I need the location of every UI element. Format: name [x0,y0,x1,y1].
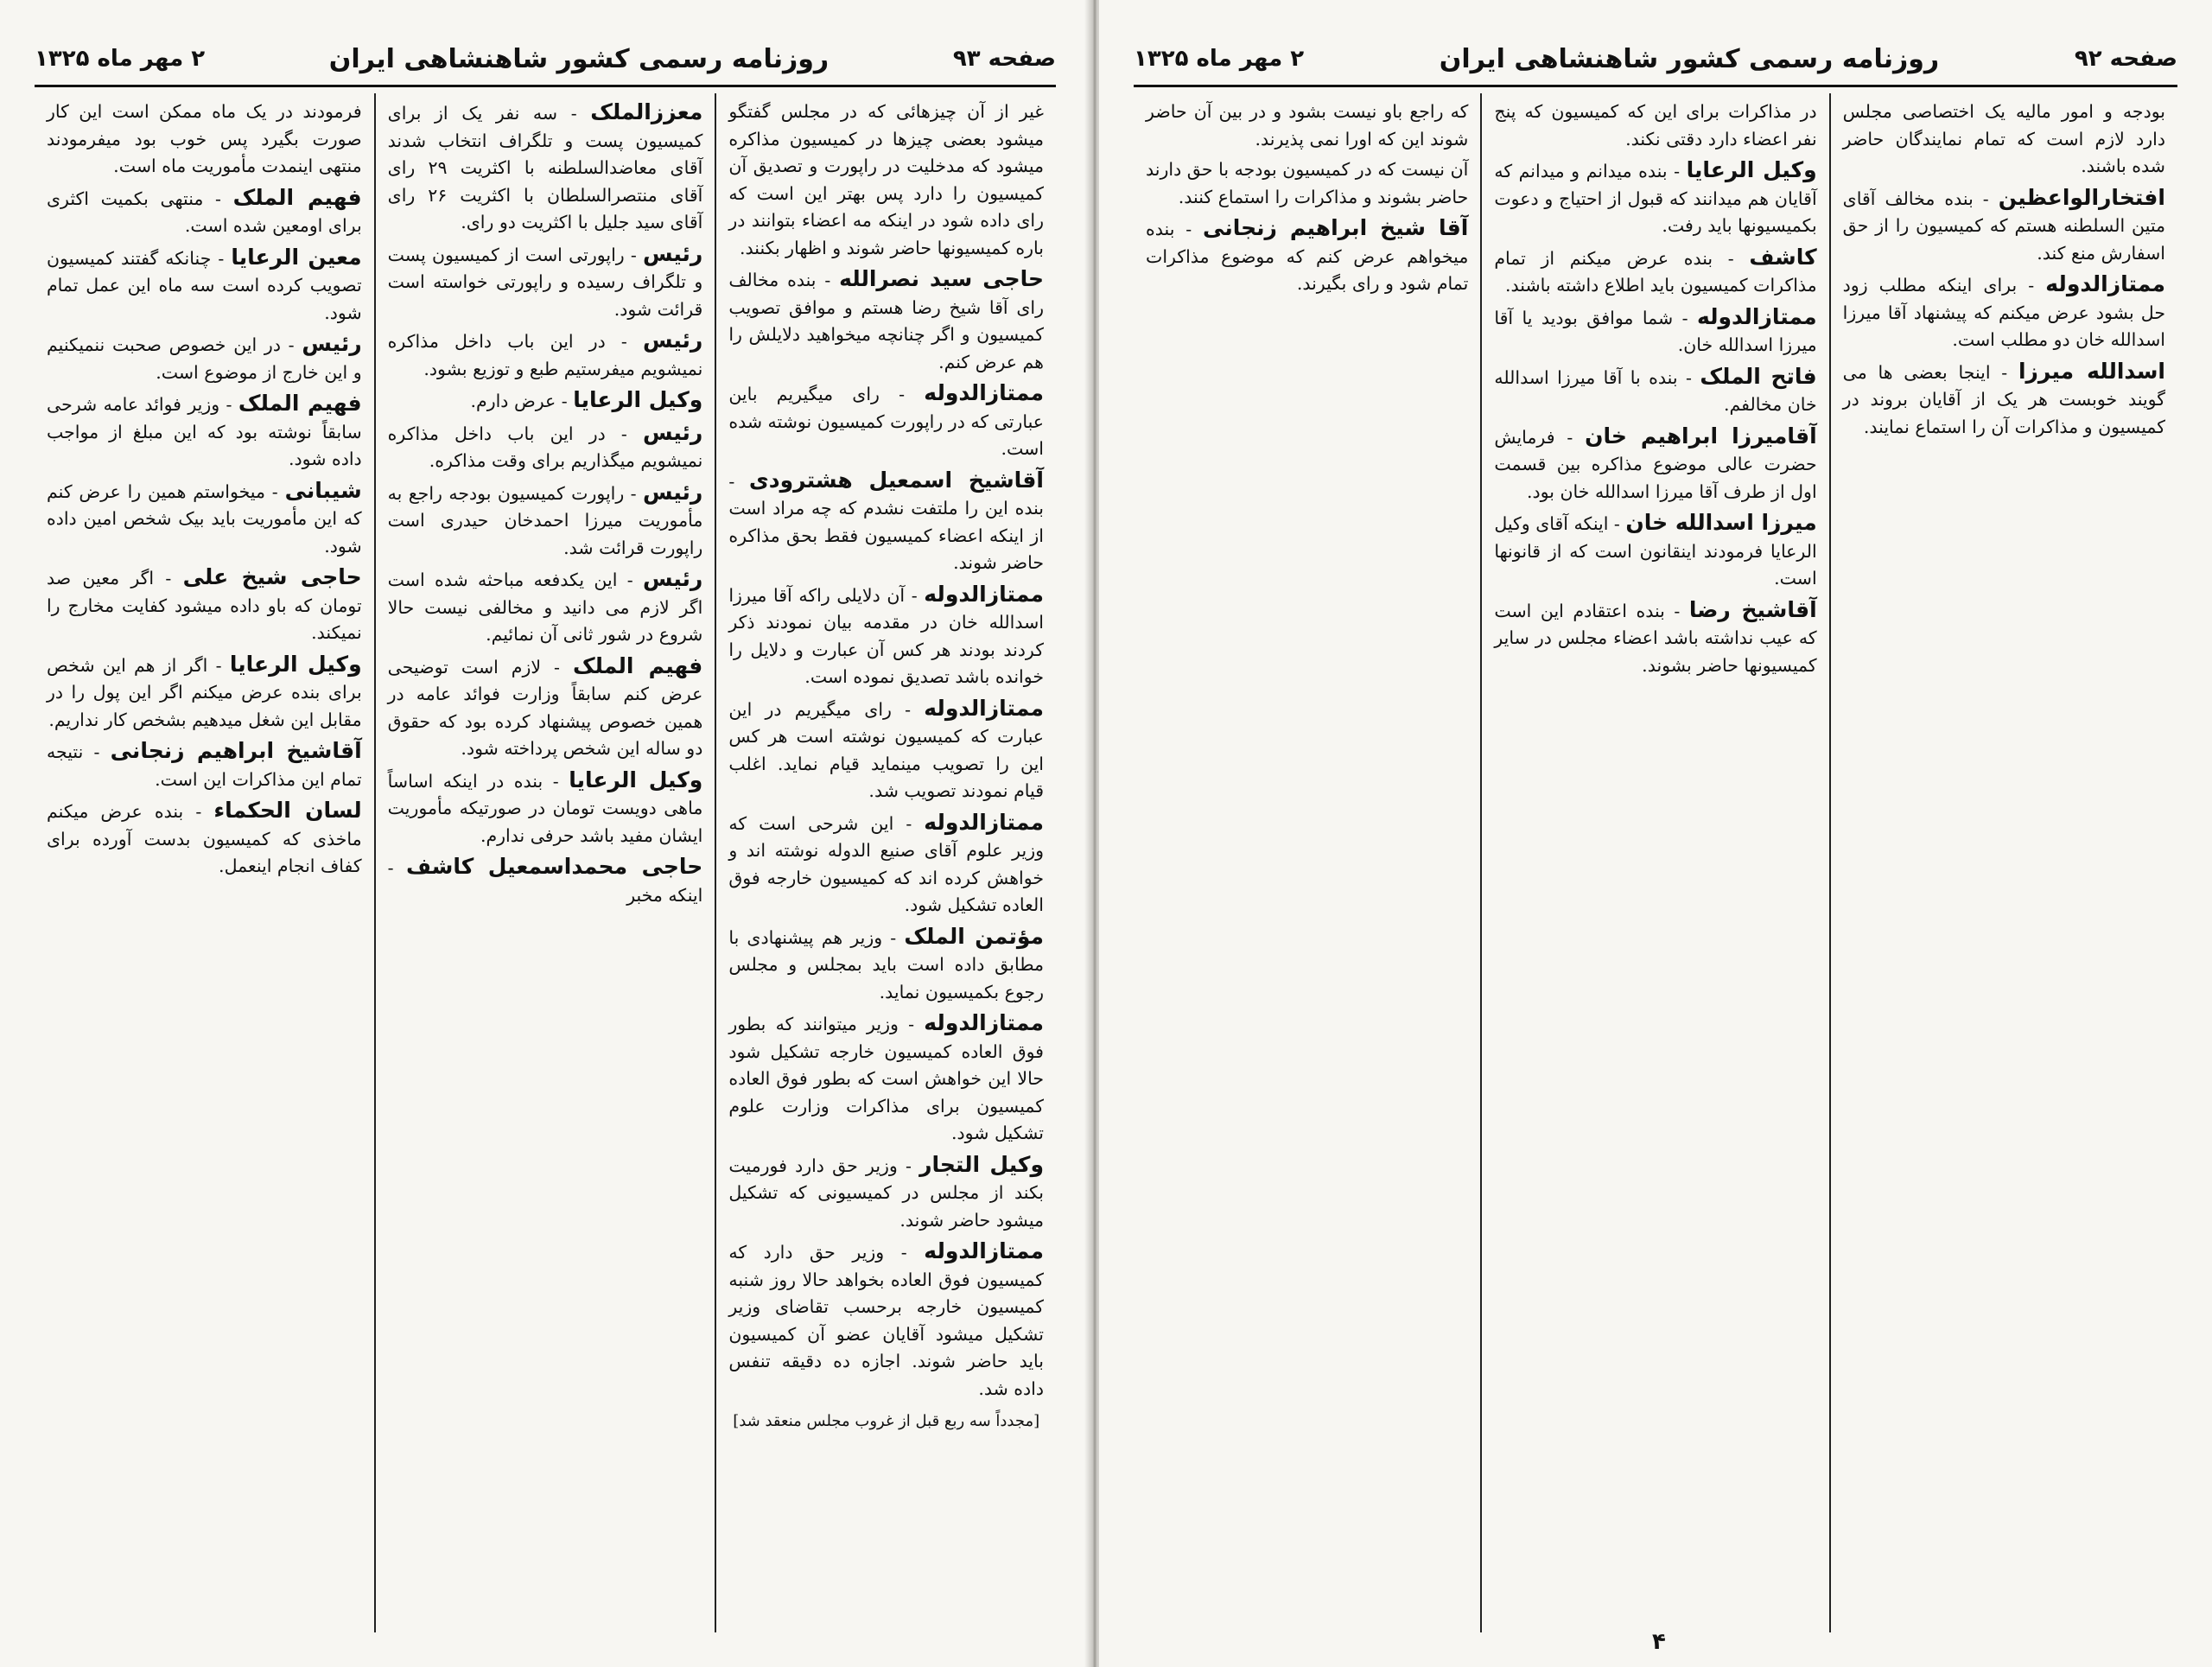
article-column [1134,93,1480,1632]
paragraph [728,1238,1044,1403]
paragraph-text: - بنده میخواهم عرض کنم که موضوع مذاکرات تمام شود و رای بگیرند. [1146,219,1469,294]
paragraph [728,99,1044,262]
paragraph-text: - نتیجه تمام این مذاکرات این است. [46,741,362,790]
paragraph-text: - برای اینکه مطلب زود حل بشود عرض میکنم که پیشنهاد آقا میرزا اسدالله خان دو مطلب است. [1842,275,2165,350]
speaker-name: وکیل الرعایا [569,767,703,792]
right-page-title: روزنامه رسمی کشور شاهنشاهی ایران [1439,43,1940,74]
speaker-name: میرزا اسدالله خان [1625,510,1817,535]
paragraph [388,99,703,237]
paragraph-text: - بنده با آقا میرزا اسدالله خان مخالفم. [1494,366,1817,415]
speaker-name: وکیل التجار [919,1151,1044,1177]
left-page-header [35,36,1056,81]
paragraph [728,581,1044,691]
article-column [35,93,374,1632]
paragraph-text: - منتهی بکمیت اکثری برای اومعین شده است. [46,188,362,236]
paragraph-text: - در این باب داخل مذاکره نمیشویم میگذاریم برای وقت مذاکره. [387,423,703,471]
paragraph [1494,596,1816,680]
paragraph-text: - این شرحی است که وزیر علوم آقای صنیع الدوله نوشته اند و خواهش کرده اند که کمیسیون خارجه فوق العاده تشکیل شود. [728,812,1044,915]
paragraph-text: - در این باب داخل مذاکره نمیشویم میفرستیم طبع و توزیع بشود. [387,331,703,379]
paragraph [728,1009,1044,1148]
right-page [1099,0,2212,1667]
speaker-name: لسان الحکماء [213,798,362,823]
paragraph [47,99,362,181]
paragraph-text: - چنانکه گفتند کمیسیون تصویب کرده است سه ماه این عمل تمام شود. [46,247,362,323]
paragraph-text: که راجع باو نیست بشود و در بین آن حاضر شوند این که اورا نمی پذیرند. [1146,101,1469,150]
speaker-name: رئیس [642,479,703,505]
paragraph-text: - این یکدفعه مباحثه شده است اگر لازم می دانید و مخالفی نیست حالا شروع در شور ثانی آن نمائیم. [387,569,703,645]
paragraph-text: - بنده مخالف آقای متین السلطنه هستم که کمیسیون را از حق اسفارش منع کند. [1842,188,2165,264]
paragraph-text: - راپورت کمیسیون بودجه راجع به مأموریت میرزا احمدخان حیدری است راپورت قرائت شد. [387,482,703,558]
paragraph [47,797,362,881]
paragraph-text: - فرمایش حضرت عالی موضوع مذاکره بین قسمت اول از طرف آقا میرزا اسدالله خان بود. [1494,426,1817,502]
paragraph-text: - وزیر حق دارد فورمیت بکند از مجلس در کمیسیونی که تشکیل میشود حاضر شوند. [728,1155,1044,1231]
paragraph [1146,214,1468,298]
speaker-name: حاجی محمداسمعیل کاشف [405,854,703,879]
article-column [1829,93,2177,1632]
paragraph [728,265,1044,376]
speaker-name: ممتازالدوله [924,1010,1044,1035]
paragraph-text: - بنده در اینکه اساساً ماهی دویست تومان در صورتیکه مأموریت ایشان مفید باشد حرفی ندارم. [387,770,703,846]
speaker-name: ممتازالدوله [924,809,1044,835]
paragraph [388,240,703,324]
paragraph-text: - اینجا بعضی ها می گویند خوبست هر یک از آقایان بروند در کمیسیون و مذاکرات آن را استماع نمایند. [1842,361,2165,437]
paragraph-text: غیر از آن چیزهائی که در مجلس گفتگو میشود بعضی چیزها در کمیسیون مذاکره میشود که مدخلیت در راپورت و تصدیق آن کمیسیون را دارد پس بهتر این است که رای داده شود در اینکه مه اعضاء بتوانند در باره کمیسیونها حاضر شوند و اظهار بکنند. [728,101,1044,258]
paragraph-text: - وزیر میتوانند که بطور فوق العاده کمیسیون خارجه تشکیل شود حالا این خواهش است که بطور فوق العاده کمیسیون برای مذاکرات وزارت علوم تشکیل شود. [728,1014,1044,1143]
paragraph-text: - راپورتی است از کمیسیون پست و تلگراف رسیده و راپورتی خواسته است قرائت شود. [387,244,703,320]
speaker-name: وکیل الرعایا [229,651,362,677]
paragraph [388,327,703,383]
paragraph [1494,99,1816,153]
speaker-name: رئیس [643,240,703,266]
speaker-name: افتخارالواعظین [1998,184,2165,210]
paragraph-text: - آن دلایلی راکه آقا میرزا اسدالله خان در مقدمه بیان نمودند ذکر کردند بودند هر کس آن عبارت و دلایل را خوانده باشد تصدیق نموده است. [728,584,1044,687]
speaker-name: آقاشیخ اسمعیل هشترودی [748,467,1044,493]
speaker-name: رئیس [302,331,362,356]
paragraph-text: - اگر از هم این شخص برای بنده عرض میکنم اگر این پول را در مقابل این شغل میدهیم بشخص کار نداریم. [46,654,362,730]
left-page-number: صفحه ۹۳ [952,46,1056,72]
paragraph-text: - در این خصوص صحبت ننمیکنیم و این خارج از موضوع است. [46,334,362,383]
article-column [1480,93,1828,1632]
paragraph-text: - سه نفر یک از برای کمیسیون پست و تلگراف انتخاب شدند آقای معاضدالسلطنه با اکثریت ۲۹ رای آقای منتصرالسلطان با اکثریت ۲۶ رای آقای سید جلیل با اکثریت دو رای. [387,103,703,232]
speaker-name: معززالملک [590,99,703,124]
paragraph-text: - اینکه مخبر [387,857,703,906]
paragraph [1843,358,2165,442]
paragraph-text: - شما موافق بودید یا آقا میرزا اسدالله خان. [1494,307,1817,355]
paragraph-text: - رای میگیریم باین عبارتی که در راپورت کمیسیون نوشته شده است. [728,384,1044,459]
right-page-number: صفحه ۹۲ [2074,46,2177,72]
paragraph [1843,184,2165,268]
paragraph [47,184,362,240]
paragraph-text: بودجه و امور مالیه یک اختصاصی مجلس دارد لازم است که تمام نمایندگان حاضر شده باشند. [1842,101,2165,176]
speaker-name: فاتح الملک [1700,363,1817,389]
speaker-name: رئیس [642,419,703,445]
paragraph [47,737,362,793]
paragraph [1494,244,1816,300]
speaker-name: آقاشیخ ابراهیم زنجانی [110,738,362,763]
speaker-name: ممتازالدوله [924,380,1044,405]
right-page-header [1134,36,2177,81]
paragraph [1494,509,1816,593]
paragraph [1494,363,1816,419]
paragraph-text: - رای میگیریم در این عبارت که کمیسیون نوشته است هر کس این را تصویب مینماید قیام نماید. اغلب قیام نمودند تصویب شد. [728,698,1044,801]
header-rule [1134,85,2177,87]
speaker-name: اسدالله میرزا [2018,358,2165,384]
left-page [0,0,1090,1667]
paragraph [388,652,703,763]
speaker-name: ممتازالدوله [924,581,1044,607]
speaker-name: شیبانی [284,477,362,503]
paragraph [1843,99,2165,181]
paragraph [47,651,362,735]
paragraph [1494,156,1816,240]
speaker-name: رئیس [643,566,703,591]
paragraph [1494,303,1816,359]
speaker-name: وکیل الرعایا [1686,157,1817,182]
paragraph [47,563,362,647]
article-column [374,93,715,1632]
paragraph [728,923,1044,1007]
speaker-name: آقامیرزا ابراهیم خان [1585,423,1817,449]
speaker-name: ممتازالدوله [924,1238,1044,1263]
speaker-name: رئیس [642,328,703,353]
left-page-date: ۲ مهر ماه ۱۳۲۵ [35,46,206,72]
speaker-name: ممتازالدوله [2045,271,2165,296]
paragraph [388,853,703,909]
paragraph-text: - بنده اعتقادم این است که عیب نداشته باشد اعضاء مجلس در سایر کمیسیونها حاضر بشوند. [1494,600,1817,676]
paragraph-text: - بنده مخالف رای آقا شیخ رضا هستم و موافق تصویب کمیسیون و اگر چنانچه میخواهید دلایلش را هم عرض کنم. [728,270,1044,372]
paragraph-text: - وزیر هم پیشنهادی با مطابق داده است باید بمجلس و مجلس رجوع بکمیسیون نماید. [728,926,1044,1002]
paragraph-text: - بنده این را ملتفت نشدم که چه مراد است از اینکه اعضاء کمیسیون فقط بحق مذاکره حاضر شوند. [728,470,1044,573]
paragraph [388,565,703,649]
speaker-name: ممتازالدوله [924,695,1044,721]
header-rule [35,85,1056,87]
paragraph-text: - وزیر فوائد عامه شرحی سابقاً نوشته بود که این مبلغ از مواجب داده شود. [46,394,362,469]
article-column [715,93,1056,1632]
paragraph [388,479,703,563]
speaker-name: آقا شیخ ابراهیم زنجانی [1203,215,1469,240]
page-footer-number: ۴ [1652,1629,1666,1655]
right-page-columns [1134,93,2177,1632]
speaker-name: آقاشیخ رضا [1688,596,1817,622]
right-page-date: ۲ مهر ماه ۱۳۲۵ [1134,46,1305,72]
paragraph [47,390,362,474]
speaker-name: کاشف [1749,244,1817,270]
speaker-name: حاجی شیخ علی [182,564,362,589]
paragraph-text: - اگر معین صد تومان که باو داده میشود کفایت مخارج را نمیکند. [46,568,362,643]
speaker-name: مؤتمن الملک [904,923,1044,949]
paragraph-text: فرمودند در یک ماه ممکن است این کار صورت بگیرد پس خوب بود میفرمودند منتهی اینمدت مأموریت ماه است. [46,101,362,176]
paragraph-text: - بنده عرض میکنم ماخذی که کمیسیون بدست آورده برای کفاف انجام اینعمل. [46,801,362,876]
paragraph [388,767,703,850]
session-note: [مجدداً سه ربع قبل از غروب مجلس منعقد شد] [733,1412,1040,1430]
speaker-name: معین الرعایا [231,244,362,270]
paragraph [388,386,703,416]
paragraph [47,244,362,328]
speaker-name: فهیم الملک [572,652,703,678]
paragraph-text: - بنده عرض میکنم از تمام مذاکرات کمیسیون باید اطلاع داشته باشند. [1494,247,1817,296]
paragraph-text: آن نیست که در کمیسیون بودجه با حق دارند حاضر بشوند و مذاکرات را استماع کنند. [1146,159,1469,207]
paragraph [1146,156,1468,211]
paragraph [728,1151,1044,1235]
paragraph-text: - لازم است توضیحی عرض کنم سابقاً وزارت فوائد عامه در همین خصوص پیشنهاد کرده بود که حقوق دو ساله این شخص پرداخته شود. [387,656,703,759]
paragraph-text: - بنده میدانم و میدانم که آقایان هم میدانند که قبول از احتیاج و دعوت بکمیسیونها باید رفت. [1494,161,1817,236]
paragraph [1494,423,1816,506]
speaker-name: فهیم الملک [238,391,362,416]
speaker-name: ممتازالدوله [1696,303,1817,329]
paragraph [728,467,1044,577]
paragraph-text: - عرض دارم. [470,391,568,411]
paragraph [388,419,703,475]
speaker-name: حاجی سید نصرالله [839,266,1045,291]
left-page-title: روزنامه رسمی کشور شاهنشاهی ایران [328,43,830,74]
paragraph-text: - اینکه آقای وکیل الرعایا فرمودند اینقانون است که از قانونها است. [1494,513,1817,589]
paragraph-text: - وزیر حق دارد که کمیسیون فوق العاده بخواهد حالا روز شنبه کمیسیون خارجه برحسب تقاضای وزیر تشکیل میشود آقایان عضو آن کمیسیون باید حاضر شوند. اجازه ده دقیقه تنفس داده شد. [728,1242,1044,1399]
paragraph [1146,99,1468,153]
paragraph [1843,270,2165,354]
left-page-columns [35,93,1056,1632]
paragraph [728,379,1044,463]
speaker-name: وکیل الرعایا [573,387,703,412]
paragraph [728,809,1044,919]
paragraph [47,477,362,561]
paragraph [47,330,362,386]
speaker-name: فهیم الملک [232,184,362,210]
paragraph-text: - میخواستم همین را عرض کنم که این مأموریت باید بیک شخص امین داده شود. [46,480,362,557]
paragraph [728,695,1044,805]
paragraph-text: در مذاکرات برای این که کمیسیون که پنج نفر اعضاء دارد دقتی نکند. [1494,101,1817,150]
